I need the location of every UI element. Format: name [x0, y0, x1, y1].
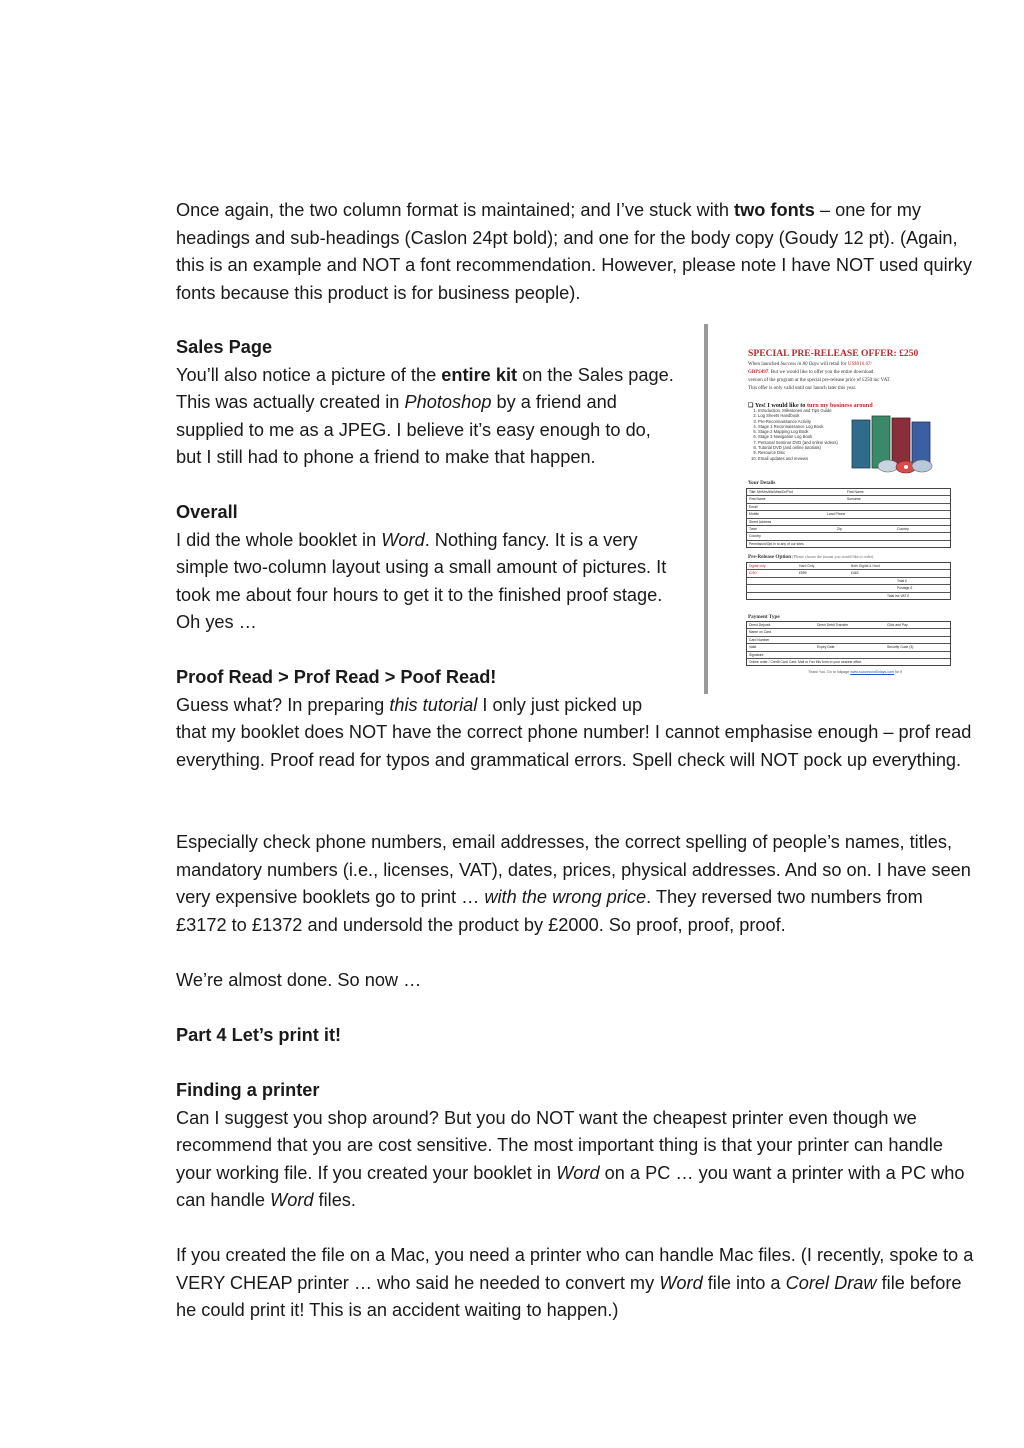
intro-text-2: – one for my headings and sub-headings (Caslon 24pt bold); and one for the body copy (Goudy 12 pt). (Again, this is an example and NOT a font recommendation. However, please note I have NOT used quirky fonts because this product is for business people).: [176, 200, 972, 303]
overall-section: [176, 499, 676, 637]
sales-section: [176, 334, 676, 472]
thumbnail-payment-heading: Payment Type: [748, 614, 780, 620]
list-item: 7. Personal Seminar DVD (and online videos): [758, 440, 858, 445]
table-row: £250 £599 £463: [747, 570, 950, 577]
list-item: 6. Stage 3 Navigation Log Book: [758, 434, 858, 439]
table-row: Online order / Credit Card Card. Mail or Fax this form to your nearest office.: [749, 659, 863, 664]
sales-page-thumbnail: [704, 324, 958, 694]
thumbnail-line-4: This offer is only valid until our launch later this year.: [748, 386, 857, 391]
product-kit-image: [848, 410, 944, 474]
table-row: Country: [747, 533, 950, 540]
finding-printer-section: [176, 1077, 976, 1215]
thumbnail-line-1: When launched Success in 80 Days will retail for US$916.67/: [748, 362, 872, 367]
sales-text-3: by a friend and supplied to me as a JPEG. I believe it’s easy enough to do, but I still had to phone a friend to make that happen.: [176, 392, 651, 468]
check-paragraph: Especially check phone numbers, email addresses, the correct spelling of people’s names, titles, mandatory numbers (i.e., licenses, VAT), dates, prices, physical addresses. And so on. I have seen very expensive booklets go to print … with the wrong price. They reversed two numbers from £3172 to £1372 and undersold the product by £2000. So proof, proof, proof.: [176, 832, 971, 935]
list-item: 5. Stage 2 Mapping Log Book: [758, 429, 858, 434]
table-row: Street Address: [747, 519, 950, 526]
list-item: 3. Pre-Reconnaissance Activity: [758, 419, 858, 424]
table-row: Name on Card: [747, 629, 950, 636]
intro-paragraph: [176, 197, 976, 307]
sales-text-1: You’ll also notice a picture of the: [176, 364, 442, 385]
overall-text-2: . Nothing fancy. It is a very simple two-column layout using a small amount of pictures. It took me about four hours to get it to the finished proof stage. Oh yes …: [176, 529, 667, 633]
sales-paragraph: [176, 362, 676, 472]
table-row: Total inc VAT £: [887, 593, 910, 598]
list-item: 9. Resource Disc: [758, 450, 858, 455]
thumbnail-kit-list: [746, 408, 858, 461]
table-row: Total £: [747, 578, 950, 585]
thumbnail-line-2: GBP£497. But we would like to offer you the entire download: [748, 370, 874, 375]
list-item: 10. Email updates and reviews: [758, 456, 858, 461]
thumbnail-pre-release-heading: Pre-Release Option (Please choose the format you would like to order): [748, 554, 874, 560]
finding-printer-paragraph: Can I suggest you shop around? But you do NOT want the cheapest printer even though we recommend that you are cost sensitive. The most important thing is that your printer can handle your working file. If you created your booklet in Word on a PC … you want a printer with a PC who can handle Word files.: [176, 1107, 965, 1211]
list-item: 4. Stage 1 Reconnaissance Log Book: [758, 424, 858, 429]
intro-bold-two-fonts: two fonts: [734, 200, 815, 220]
table-row: Permission/Opt In to any of our sites: [749, 541, 804, 546]
thumbnail-payment-table: [746, 621, 951, 666]
table-row: Valid Expiry Date Security Code (3): [747, 644, 950, 651]
overall-text-1: I did the whole booklet in: [176, 529, 382, 550]
table-row: Card Number: [747, 637, 950, 644]
thumbnail-footer: Thank You. Go to fullpage www.successin80days.com for it: [808, 670, 903, 674]
mac-paragraph: If you created the file on a Mac, you need a printer who can handle Mac files. (I recently, spoke to a VERY CHEAP printer … who said he needed to convert my Word file into a Corel Draw file before he could print it! This is an accident waiting to happen.): [176, 1245, 974, 1321]
proof-line-1: Guess what? In preparing this tutorial I only just picked up: [176, 694, 643, 715]
sales-italic-photoshop: Photoshop: [404, 392, 492, 413]
thumbnail-offer-title: SPECIAL PRE-RELEASE OFFER: £250: [748, 348, 919, 359]
thumbnail-yes-checkbox-line: ❑ Yes! I would like to turn my business around: [748, 402, 873, 409]
list-item: 1. Introduction, Milestones and Tips Guide: [758, 408, 858, 413]
overall-heading: Overall: [176, 502, 238, 522]
table-row: First Name Surname: [747, 496, 950, 503]
sales-bold-entire-kit: entire kit: [441, 364, 518, 385]
part-4-heading: Part 4 Let’s print it!: [176, 1025, 342, 1045]
table-row: Town Zip Country: [747, 526, 950, 533]
table-row: Postage £: [747, 585, 950, 592]
proof-paragraph: that my booklet does NOT have the correct phone number! I cannot emphasise enough – prof read everything. Proof read for typos and grammatical errors. Spell check will NOT pock up everything.: [176, 722, 972, 770]
sales-page-heading: Sales Page: [176, 337, 273, 357]
thumbnail-details-form: [746, 488, 951, 548]
table-row: Mobile Land Phone: [747, 511, 950, 518]
table-row: Email: [747, 504, 950, 511]
finding-printer-heading: Finding a printer: [176, 1080, 320, 1100]
table-row: Direct Deposit Direct Debit Transfer Click and Pay: [747, 622, 950, 629]
overall-paragraph: [176, 527, 676, 637]
thumbnail-line-3: version of the program at the special pre-release price of £250 inc VAT.: [748, 378, 891, 383]
thumbnail-your-details-heading: Your Details: [748, 480, 776, 486]
proof-section: [176, 664, 696, 719]
list-item: 2. Log Sheets Handbook: [758, 413, 858, 418]
table-row: Title: Mr/Mrs/Ms/Miss/Dr/Prof First Name: [747, 489, 950, 496]
sales-text-2: on the Sales page. This was actually created in: [176, 364, 674, 413]
almost-done-line: We’re almost done. So now …: [176, 970, 422, 990]
overall-italic-word: Word: [381, 529, 425, 550]
table-row: Digital only Hard Only Both Digital & Hard: [747, 563, 950, 570]
proof-italic-this-tutorial: this tutorial: [389, 694, 478, 715]
thumbnail-option-table: [746, 562, 951, 600]
table-row: Signature: [747, 652, 950, 659]
check-italic-wrong-price: with the wrong price: [484, 887, 647, 908]
proof-read-heading: Proof Read > Prof Read > Poof Read!: [176, 667, 497, 687]
list-item: 8. Tutorial DVD (and online tutorials): [758, 445, 858, 450]
intro-text-1: Once again, the two column format is maintained; and I’ve stuck with: [176, 200, 735, 220]
